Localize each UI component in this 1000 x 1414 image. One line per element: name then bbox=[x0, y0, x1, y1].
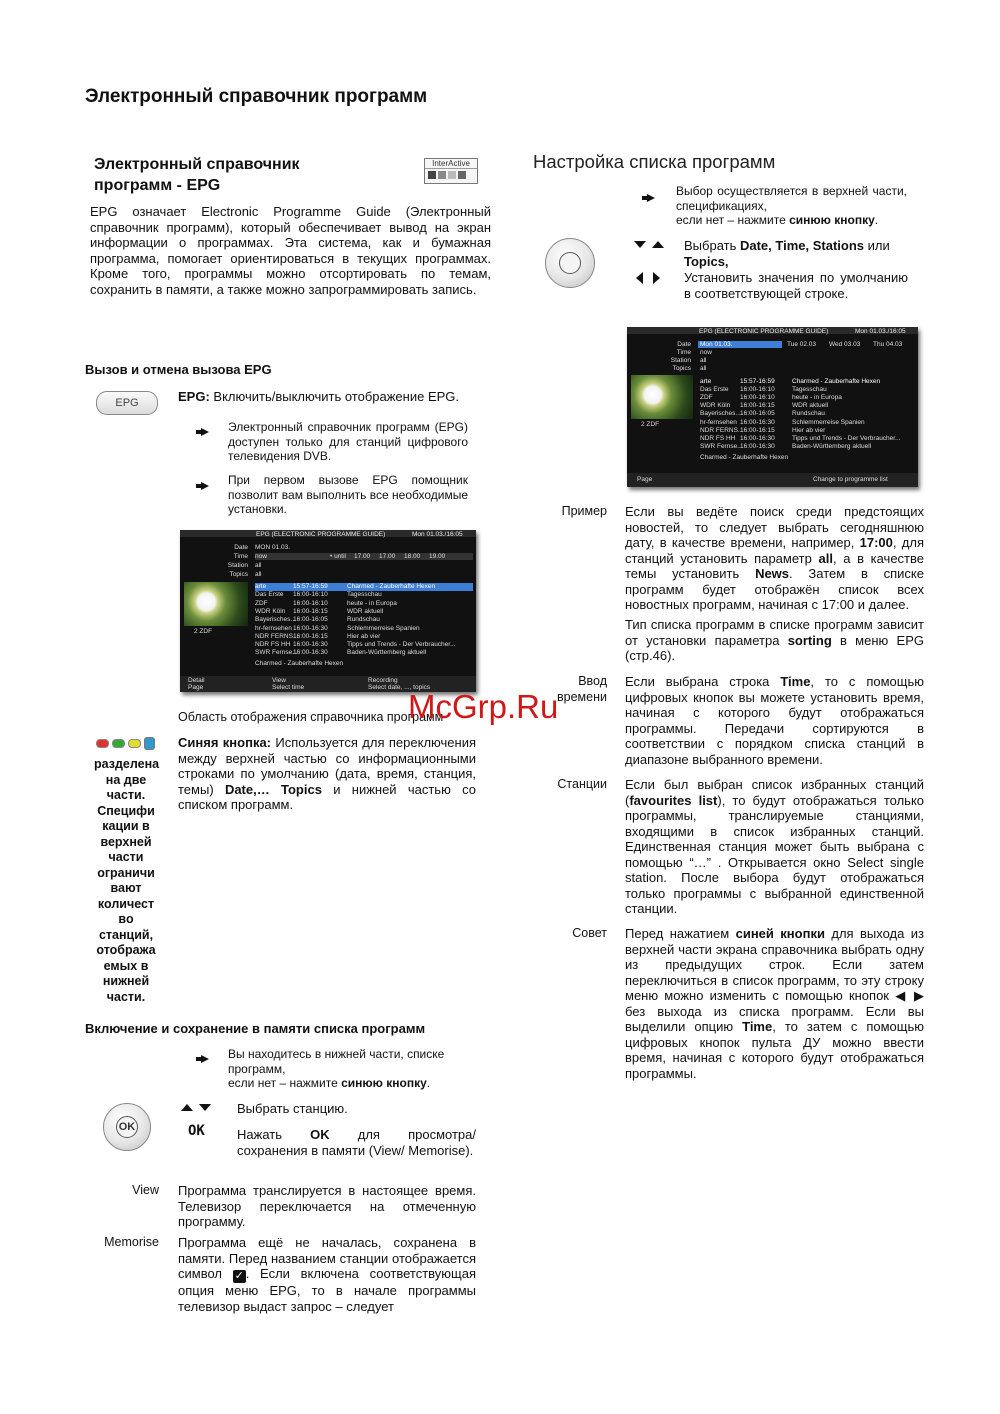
epg-list-row[interactable] bbox=[700, 410, 914, 418]
epg-list-row[interactable] bbox=[255, 583, 473, 591]
ok-button[interactable] bbox=[559, 252, 581, 274]
station-name: SWR Fernse... bbox=[700, 442, 743, 450]
station-name: Das Erste bbox=[255, 591, 284, 599]
program-title: WDR aktuell bbox=[792, 402, 829, 410]
epg-list-row[interactable] bbox=[255, 625, 473, 633]
screen2-date-selected: Mon 01.03. bbox=[698, 341, 782, 348]
screen1-channel: 2 ZDF bbox=[194, 628, 213, 635]
select-or: или bbox=[864, 238, 890, 253]
screen2-date: Thu 04.03 bbox=[873, 341, 903, 348]
screen1-label: Date bbox=[234, 544, 248, 551]
section-title-epg: Электронный справочник программ - EPG bbox=[94, 156, 300, 194]
screen1-value: MON 01.03. bbox=[255, 544, 291, 551]
epg-list-row[interactable] bbox=[700, 427, 914, 435]
program-time: 15:57-16:59 bbox=[740, 378, 775, 385]
screen1-timecol: 18.00 bbox=[404, 553, 421, 560]
station-name: NDR FERNS... bbox=[255, 632, 299, 640]
program-time: 16:00-16:30 bbox=[740, 418, 775, 426]
tip-text: Перед нажатием синей кнопки для выхода из верхней части экрана справочника выбрать одну из предыдущих строк. Если затем переключиться в список программ, то эту строку меню можно изменить с помощью кнопок ◀ ▶ без выхода из списка программ. Если вы выделили опцию Time, то затем с помощью цифровых кнопок пульта ДУ можно ввести время, начиная с которого будут отображаться программы. bbox=[625, 926, 924, 1081]
epg-list-row[interactable] bbox=[255, 616, 473, 624]
checkmark-icon: ✓ bbox=[234, 1270, 244, 1282]
blue-button-text2: и нижней частью со списком программ. bbox=[178, 781, 476, 812]
screen2-footer-item: Change to programme list bbox=[813, 476, 888, 483]
program-time: 16:00-16:10 bbox=[293, 599, 328, 607]
screen1-value: all bbox=[255, 571, 262, 578]
station-name: WDR Köln bbox=[700, 402, 731, 410]
save-note: Вы находитесь в нижней части, списке программ, если нет – нажмите синюю кнопку. bbox=[228, 1047, 445, 1090]
program-time: 16:00-16:30 bbox=[740, 434, 775, 442]
program-time: 16:00-16:30 bbox=[293, 649, 328, 657]
press-ok-bold: OK bbox=[310, 1127, 330, 1142]
save-heading: Включение и сохранение в памяти списка программ bbox=[85, 1021, 426, 1036]
watermark: McGrp.Ru bbox=[408, 688, 559, 725]
intro-paragraph: EPG означает Electronic Programme Guide (Электронный справочник программ), который обеспечивает вывод на экран информации о программах. Эта система, как и бумажная программа, помогает ориентироваться в текущих программах. Кроме того, программы можно отсортировать по темам, сохранить в памяти, а также можно запрограммировать запись. bbox=[90, 204, 491, 297]
screen1-datetime: Mon 01.03./16:05 bbox=[412, 531, 463, 538]
program-time: 16:00-16:10 bbox=[740, 386, 775, 394]
remote-dpad[interactable] bbox=[545, 238, 595, 288]
preview-image bbox=[184, 582, 248, 626]
screen1-header: EPG (ELECTRONIC PROGRAMME GUIDE) bbox=[256, 531, 386, 538]
time-label: Ввод времени bbox=[557, 674, 607, 704]
screen2-value: now bbox=[700, 349, 712, 356]
blue-button-bold2: Date,… Topics bbox=[224, 781, 322, 797]
screen2-value: all bbox=[700, 365, 707, 372]
epg-list-row[interactable] bbox=[255, 600, 473, 608]
screen2-value: all bbox=[700, 357, 707, 364]
program-title: Hier ab vier bbox=[347, 632, 381, 640]
example-text2: Тип списка программ в списке программ зависит от установки параметра sorting в меню EPG (стр.46). bbox=[625, 617, 924, 663]
right-note-text: Выбор осуществляется в верхней части, спецификациях, bbox=[676, 184, 907, 213]
program-time: 16:00-16:10 bbox=[293, 591, 328, 599]
screen2-date: Wed 03.03 bbox=[829, 341, 861, 348]
epg-list-row[interactable] bbox=[255, 633, 473, 641]
select-text bbox=[684, 238, 908, 269]
program-time: 16:00-16:05 bbox=[293, 616, 328, 624]
screen2-header: EPG (ELECTRONIC PROGRAMME GUIDE) bbox=[699, 328, 829, 335]
program-time: 16:00-16:05 bbox=[740, 410, 775, 418]
program-time: 16:00-16:30 bbox=[293, 624, 328, 632]
program-time: 16:00-16:15 bbox=[740, 426, 775, 434]
epg-list-row[interactable] bbox=[700, 419, 914, 427]
set-text: Установить значения по умолчанию в соответствующей строке. bbox=[684, 270, 908, 301]
screen1-timecol: • until bbox=[330, 553, 347, 560]
right-section-title: Настройка списка программ bbox=[533, 151, 776, 172]
time-text: Если выбрана строка Time, то с помощью цифровых кнопок вы можете установить время, начиная с которого будут отображаться программы. Передачи сортируются в соответствии с порядком списка станций в диапазоне выбранного времени. bbox=[625, 674, 924, 767]
program-time: 16:00-16:15 bbox=[293, 632, 328, 640]
note-arrow-icon bbox=[196, 482, 210, 490]
memorise-part1: Программа ещё не началась, сохранена в памяти. Перед названием станции отображается символ bbox=[178, 1235, 476, 1281]
left-right-icon bbox=[636, 272, 660, 284]
screen2-channel: 2 ZDF bbox=[641, 421, 660, 428]
screen2-datetime: Mon 01.03./16:05 bbox=[855, 328, 906, 335]
note-arrow-icon bbox=[196, 1055, 210, 1063]
blue-button-description bbox=[178, 735, 476, 813]
program-title: Tagesschau bbox=[347, 591, 382, 599]
dvb-note: Электронный справочник программ (EPG) доступен только для станций цифрового телевидения DVB. bbox=[228, 420, 468, 463]
screen2-label: Date bbox=[677, 341, 691, 348]
first-call-note: При первом вызове EPG помощник позволит вам выполнить все необходимые установки. bbox=[228, 473, 468, 516]
example-label: Пример bbox=[561, 504, 607, 518]
epg-description-text: Включить/выключить отображение EPG. bbox=[209, 389, 460, 404]
screen1-footer-title: Charmed - Zauberhafte Hexen bbox=[255, 660, 344, 667]
view-label: View bbox=[132, 1183, 159, 1197]
screen1-footer-item: Recording bbox=[368, 677, 398, 684]
page-title: Электронный справочник программ bbox=[85, 86, 428, 107]
note-arrow-icon bbox=[196, 428, 210, 436]
screen1-footer-item: Page bbox=[188, 684, 204, 691]
press-ok-rest: для просмотра/ сохранения в памяти (View/ Memorise). bbox=[237, 1127, 476, 1158]
station-name: WDR Köln bbox=[255, 607, 286, 615]
station-name: Bayerisches... bbox=[255, 616, 296, 624]
program-time: 16:00-16:30 bbox=[740, 442, 775, 450]
interactive-logo-text: InterActive bbox=[425, 159, 477, 169]
epg-list-row[interactable] bbox=[700, 443, 914, 451]
station-name: Das Erste bbox=[700, 386, 729, 394]
up-down-icon bbox=[634, 241, 664, 248]
epg-list-row[interactable] bbox=[255, 591, 473, 599]
epg-screen-1 bbox=[180, 530, 476, 692]
view-text: Программа транслируется в настоящее время. Телевизор переключается на отмеченную программу. bbox=[178, 1183, 476, 1229]
screen1-timecol: 17.00 bbox=[379, 553, 396, 560]
note-arrow-icon bbox=[642, 194, 656, 202]
program-time: 16:00-16:15 bbox=[293, 607, 328, 615]
program-title: WDR aktuell bbox=[347, 607, 384, 615]
epg-description-bold: EPG: bbox=[178, 389, 210, 404]
program-time: 15:57-16:59 bbox=[293, 583, 328, 590]
save-note-text: Вы находитесь в нижней части, списке программ, bbox=[228, 1047, 445, 1076]
program-title: Tagesschau bbox=[792, 386, 827, 394]
tip-label: Совет bbox=[572, 926, 607, 940]
station-name: SWR Fernse... bbox=[255, 649, 298, 657]
screen1-label: Time bbox=[233, 553, 248, 560]
blue-button-text: Используется для переключения между верхней частью со информационными строками по умолчанию (дата, время, станция, темы) bbox=[178, 735, 476, 797]
program-time: 16:00-16:10 bbox=[740, 394, 775, 402]
screen1-time-row bbox=[255, 553, 473, 560]
screen1-footer-item: Select time bbox=[272, 684, 305, 691]
up-down-icon bbox=[181, 1104, 211, 1111]
program-title: Schlemmerreise Spanien bbox=[792, 418, 865, 426]
program-title: Tipps und Trends - Der Verbraucher... bbox=[792, 434, 901, 442]
right-note: Выбор осуществляется в верхней части, спецификациях, если нет – нажмите синюю кнопку. bbox=[676, 184, 907, 227]
preview-image bbox=[631, 375, 693, 419]
program-title: Charmed - Zauberhafte Hexen bbox=[347, 583, 436, 590]
screen1-footer-item: Detail bbox=[188, 677, 205, 684]
select-bold: Date, Time, Stations bbox=[739, 238, 864, 253]
program-title: heute - in Europa bbox=[347, 599, 397, 607]
select-text-part: Выбрать bbox=[684, 238, 740, 253]
station-name: Bayerisches... bbox=[700, 410, 741, 418]
station-name: ZDF bbox=[255, 599, 268, 607]
ok-icon: OK bbox=[188, 1123, 205, 1139]
call-heading: Вызов и отмена вызова EPG bbox=[85, 362, 272, 377]
save-note-bold: синюю кнопку bbox=[341, 1076, 427, 1090]
right-note-text2: если нет – нажмите bbox=[676, 213, 790, 227]
screen1-footer-item: View bbox=[272, 677, 286, 684]
epg-list-row[interactable] bbox=[700, 394, 914, 402]
station-name: NDR FERNS... bbox=[700, 426, 744, 434]
right-note-bold: синюю кнопку bbox=[789, 213, 875, 227]
program-title: Hier ab vier bbox=[792, 426, 826, 434]
screen2-label: Station bbox=[670, 357, 691, 364]
station-name: arte bbox=[700, 378, 712, 385]
program-title: Charmed - Zauberhafte Hexen bbox=[792, 378, 881, 385]
program-title: Rundschau bbox=[347, 616, 380, 624]
select-bold2: Topics, bbox=[684, 253, 729, 269]
ok-button[interactable]: OK bbox=[116, 1116, 138, 1138]
example-text: Если вы ведёте поиск среди предстоящих новостей, то следует выбрать сегодняшнюю дату, в качестве времени, например, 17:00, для станций установить параметр all, а в качестве темы установить News. Затем в списке программ будет отображён список всех новостных программ, начиная с 17:00 и далее. bbox=[625, 504, 925, 612]
program-title: Baden-Württemberg aktuell bbox=[347, 649, 427, 657]
color-buttons-icon bbox=[96, 737, 155, 750]
select-station: Выбрать станцию. bbox=[237, 1101, 348, 1116]
epg-list-row[interactable] bbox=[700, 435, 914, 443]
epg-list-row[interactable] bbox=[700, 378, 914, 386]
program-time: 16:00-16:15 bbox=[740, 402, 775, 410]
program-title: Baden-Württemberg aktuell bbox=[792, 442, 872, 450]
epg-list-row[interactable] bbox=[700, 402, 914, 410]
epg-description bbox=[178, 389, 459, 404]
screen2-footer-title: Charmed - Zauberhafte Hexen bbox=[700, 454, 789, 461]
screen1-timecol: 19.00 bbox=[429, 553, 446, 560]
memorise-part2: . Если включена соответствующая опция меню EPG, то в начале программы телевизор выдаст запрос – следует bbox=[178, 1266, 476, 1314]
program-title: Schlemmerreise Spanien bbox=[347, 624, 420, 632]
screen-caption: Область отображения справочника программ bbox=[178, 710, 444, 724]
stations-text: Если был выбран список избранных станций (favourites list), то будут отображаться только программы, транслируемые станциями, входящими в список избранных станций. Единственная станция может быть выбрана с помощью “…” . Открывается окно Select single station. После выбора будут отображаться только программы с выбранной единственной станции. bbox=[625, 777, 925, 916]
epg-list-row[interactable] bbox=[255, 608, 473, 616]
screen1-timecol: 17.00 bbox=[354, 553, 371, 560]
epg-list-row[interactable] bbox=[255, 649, 473, 657]
epg-screen-2 bbox=[627, 327, 918, 487]
screen2-label: Topics bbox=[672, 365, 691, 372]
stations-label: Станции bbox=[557, 777, 607, 791]
station-name: NDR FS HH bbox=[255, 641, 291, 649]
press-ok-text bbox=[237, 1127, 476, 1158]
program-title: Tipps und Trends - Der Verbraucher... bbox=[347, 641, 456, 649]
program-time: 16:00-16:30 bbox=[293, 641, 328, 649]
screen2-label: Time bbox=[676, 349, 691, 356]
screen1-value: now bbox=[255, 553, 267, 560]
screen1-label: Topics bbox=[229, 571, 248, 578]
screen2-date: Tue 02.03 bbox=[787, 341, 817, 348]
station-name: ZDF bbox=[700, 394, 713, 402]
station-name: hr-fernsehen bbox=[700, 418, 737, 426]
station-name: NDR FS HH bbox=[700, 434, 736, 442]
station-name: hr-fernsehen bbox=[255, 624, 292, 632]
program-title: heute - in Europa bbox=[792, 394, 842, 402]
epg-remote-button[interactable]: EPG bbox=[96, 391, 158, 415]
blue-button-bold: Синяя кнопка: bbox=[178, 735, 272, 750]
interactive-logo bbox=[424, 158, 478, 184]
save-note-text2: если нет – нажмите bbox=[228, 1076, 342, 1090]
remote-dpad[interactable] bbox=[103, 1103, 151, 1151]
memorise-label: Memorise bbox=[104, 1235, 159, 1249]
side-note: разделена на две части. Специфи кации в верхней части ограничи вают количест во станций, отобража емых в нижней части. bbox=[94, 757, 160, 1004]
station-name: arte bbox=[255, 583, 267, 590]
screen1-label: Station bbox=[227, 562, 248, 569]
epg-list-row[interactable] bbox=[700, 386, 914, 394]
screen1-footer-item: Select date, ..., topics bbox=[368, 684, 431, 691]
program-title: Rundschau bbox=[792, 410, 825, 418]
press-ok-part: Нажать bbox=[237, 1127, 311, 1142]
screen1-value: all bbox=[255, 562, 262, 569]
epg-list-row[interactable] bbox=[255, 641, 473, 649]
memorise-text bbox=[178, 1235, 476, 1314]
screen2-footer-item: Page bbox=[637, 476, 653, 483]
